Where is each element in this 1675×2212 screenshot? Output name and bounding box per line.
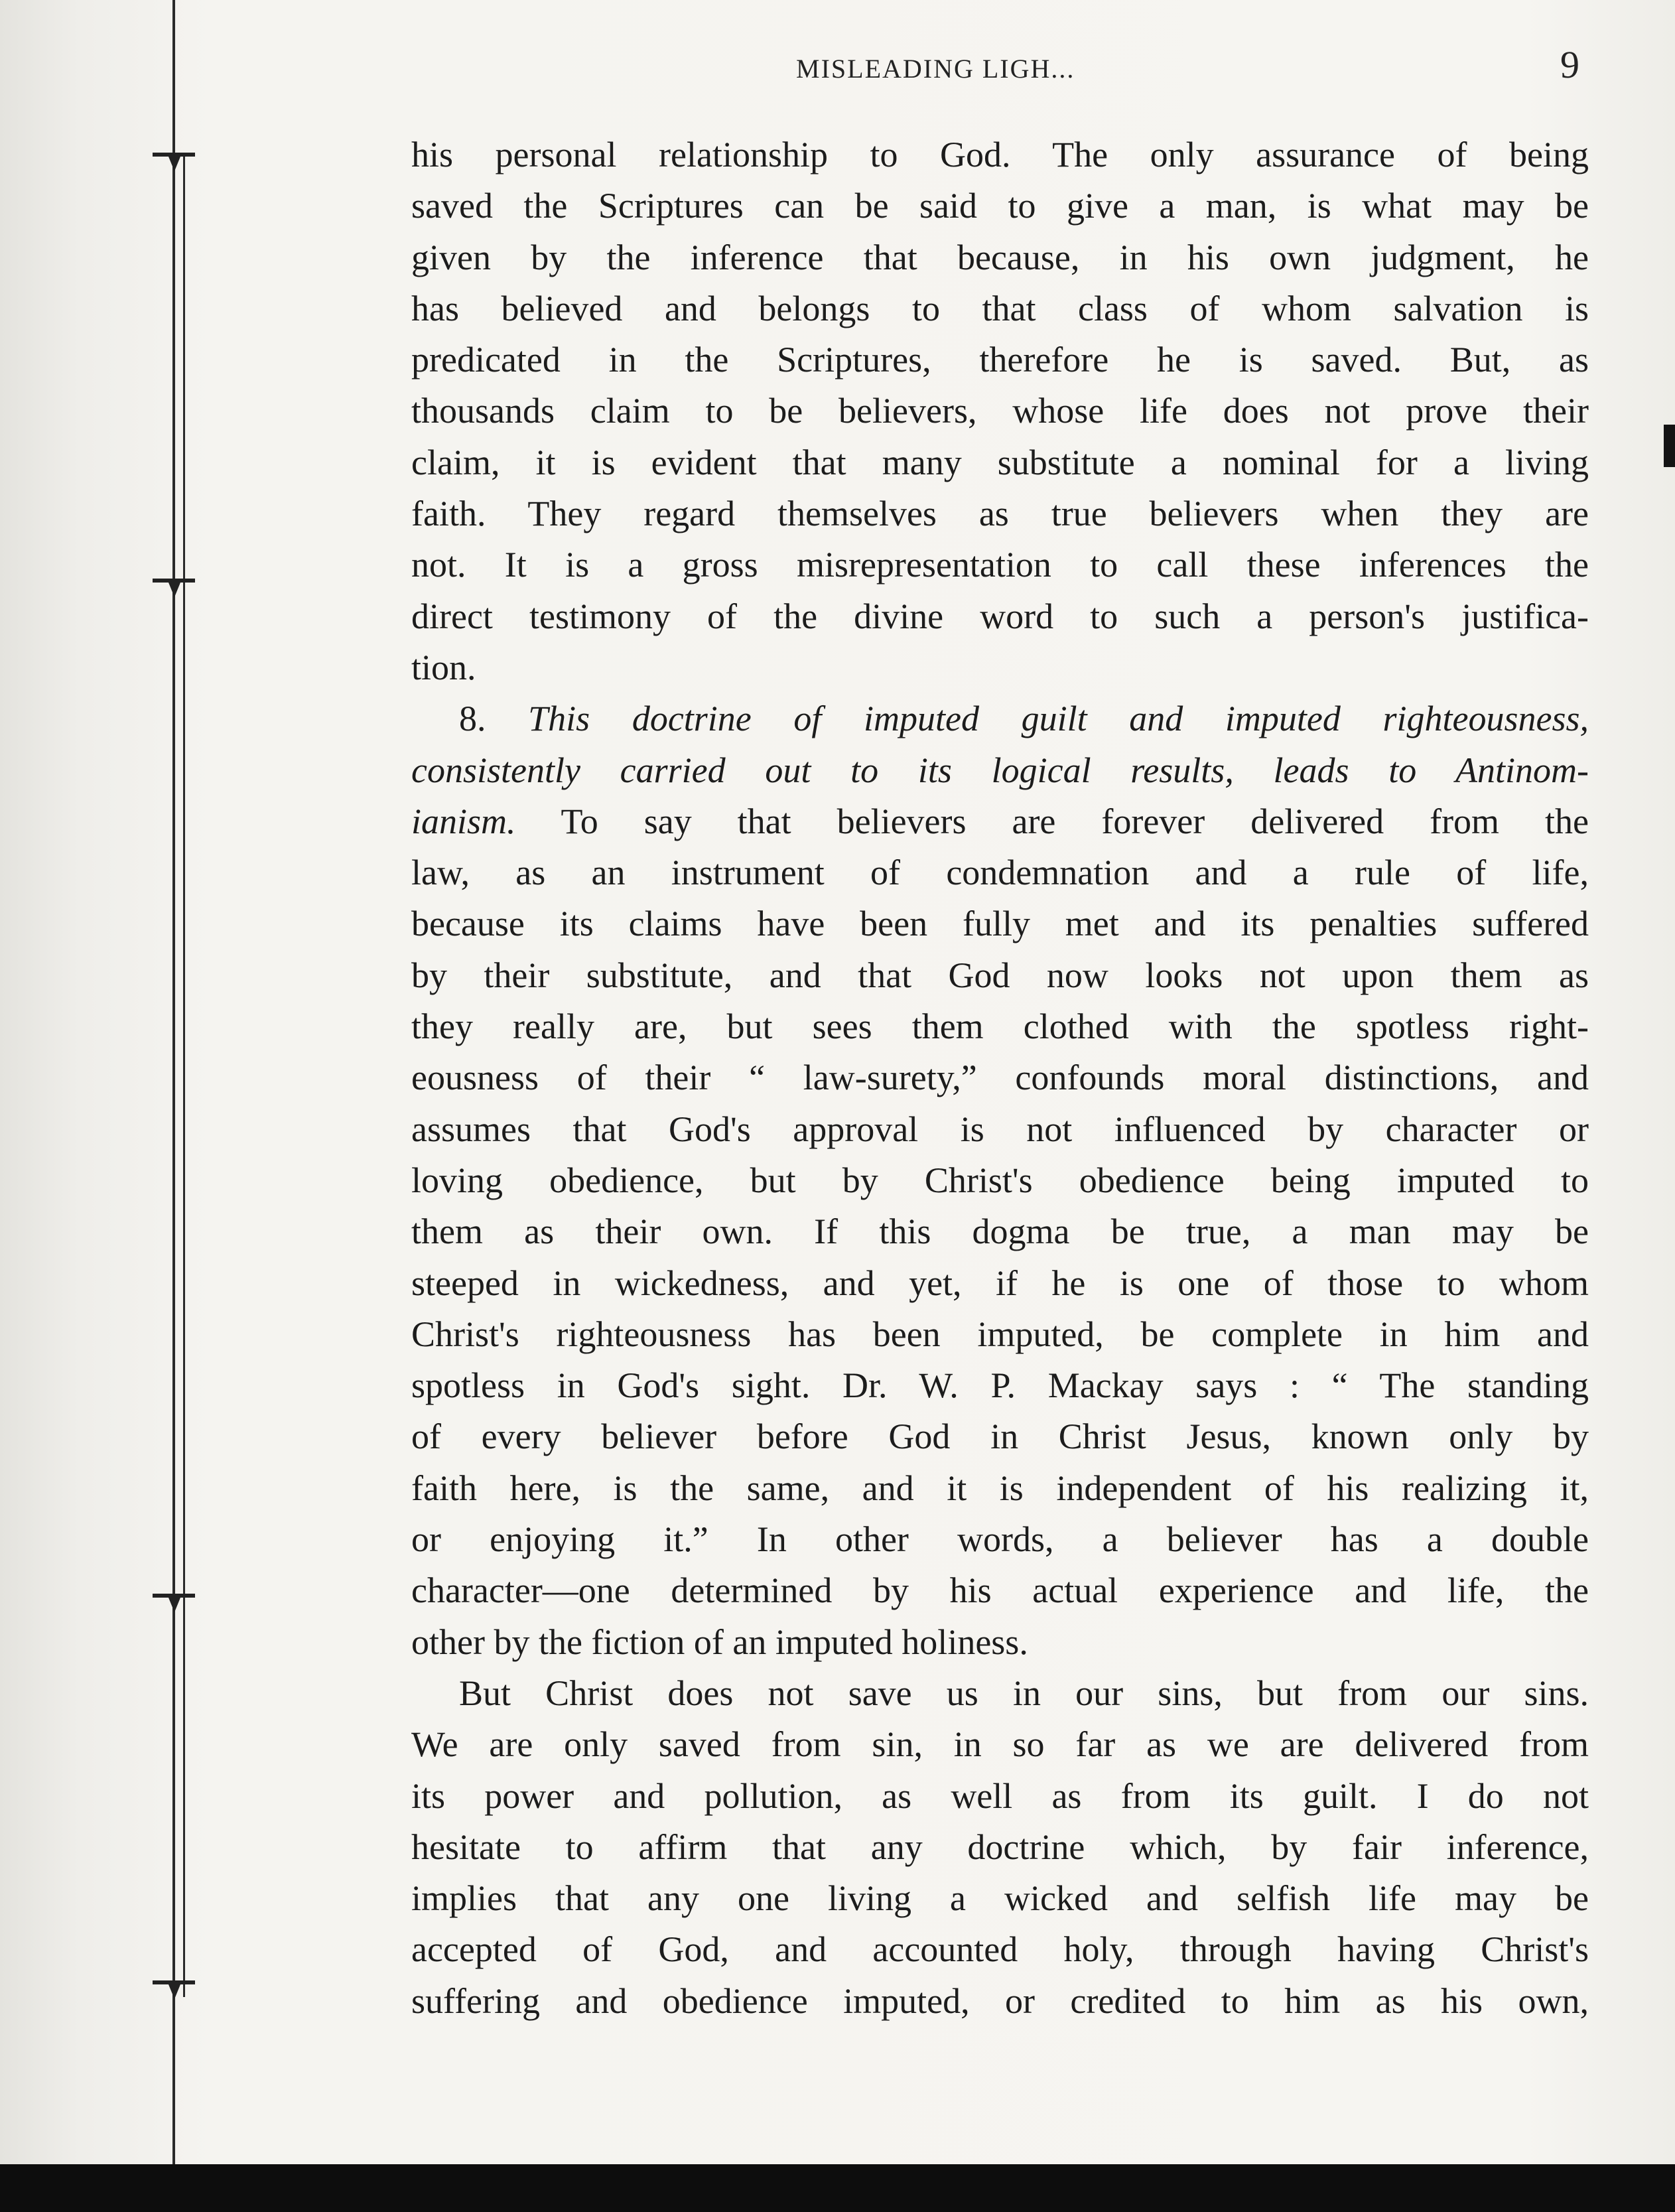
text-line: assumes that God's approval is not influenced by character or <box>411 1109 1589 1149</box>
text-line: hesitate to affirm that any doctrine which, by fair inference, <box>411 1827 1589 1867</box>
text-line: But Christ does not save us in our sins, but from our sins. <box>459 1673 1589 1713</box>
text-line: implies that any one living a wicked and selfish life may be <box>411 1878 1589 1919</box>
text-line: loving obedience, but by Christ's obedience being imputed to <box>411 1160 1589 1200</box>
text-line: spotless in God's sight. Dr. W. P. Mackay says : “ The standing <box>411 1365 1589 1406</box>
text-line: tion. <box>411 647 476 687</box>
text-line: direct testimony of the divine word to such a person's justifica- <box>411 596 1589 636</box>
paragraph-2 <box>411 693 1589 1668</box>
text-line: accepted of God, and accounted holy, through having Christ's <box>411 1929 1589 1970</box>
text-line: thousands claim to be believers, whose life does not prove their <box>411 391 1589 431</box>
binding-stitch-mark <box>153 1594 195 1598</box>
text-line: eousness of their “ law-surety,” confounds moral distinctions, and <box>411 1058 1589 1098</box>
text-line: or enjoying it.” In other words, a believer has a double <box>411 1519 1589 1560</box>
binding-thread <box>172 0 175 2164</box>
text-line <box>411 693 1589 744</box>
text-line: has believed and belongs to that class of whom salvation is <box>411 288 1589 328</box>
text-line: of every believer before God in Christ Jesus, known only by <box>411 1417 1589 1457</box>
page-binding <box>133 0 206 2164</box>
text-line: suffering and obedience imputed, or credited to him as his own, <box>411 1980 1589 2021</box>
text-line: other by the fiction of an imputed holiness. <box>411 1622 1028 1662</box>
running-head: MISLEADING LIGH... <box>796 54 1075 84</box>
text-line: because its claims have been fully met and its penalties suffered <box>411 904 1589 944</box>
binding-stitch-mark <box>153 153 195 157</box>
scan-edge-notch <box>1664 425 1675 467</box>
text-line: them as their own. If this dogma be true, a man may be <box>411 1211 1589 1252</box>
text-line: character—one determined by his actual experience and life, the <box>411 1570 1589 1611</box>
text-line: its power and pollution, as well as from its guilt. I do not <box>411 1775 1589 1816</box>
body-text <box>411 129 1589 2027</box>
paragraph-number: 8. <box>459 699 486 739</box>
binding-stitch-mark <box>153 579 195 583</box>
text-line: predicated in the Scriptures, therefore he is saved. But, as <box>411 340 1589 380</box>
scan-bottom-edge <box>0 2164 1675 2212</box>
page-number: 9 <box>1560 43 1579 86</box>
italic-proposition-line: consistently carried out to its logical results, leads to Antinom- <box>411 750 1589 790</box>
italic-proposition: This doctrine of imputed guilt and imputed righteousness, <box>528 699 1589 739</box>
italic-proposition-end: ianism. <box>411 801 516 841</box>
binding-stitch-mark <box>153 1980 195 1984</box>
text-line: by their substitute, and that God now looks not upon them as <box>411 955 1589 995</box>
text-line: Christ's righteousness has been imputed, be complete in him and <box>411 1314 1589 1354</box>
text-line: claim, it is evident that many substitute a nominal for a living <box>411 442 1589 482</box>
text-line: they really are, but sees them clothed with the spotless right- <box>411 1006 1589 1047</box>
text-line: saved the Scriptures can be said to give a man, is what may be <box>411 186 1589 226</box>
text-span: To say that believers are forever delivered from the <box>515 801 1589 841</box>
text-line: faith here, is the same, and it is independent of his realizing it, <box>411 1468 1589 1508</box>
paragraph-1 <box>411 129 1589 693</box>
text-line: faith. They regard themselves as true believers when they are <box>411 494 1589 534</box>
text-line: his personal relationship to God. The only assurance of being <box>411 135 1589 174</box>
text-line: steeped in wickedness, and yet, if he is one of those to whom <box>411 1263 1589 1303</box>
binding-thread-inner <box>183 153 185 1997</box>
text-line: We are only saved from sin, in so far as we are delivered from <box>411 1724 1589 1765</box>
text-line: not. It is a gross misrepresentation to call these inferences the <box>411 545 1589 585</box>
text-line: law, as an instrument of condemnation and a rule of life, <box>411 853 1589 893</box>
text-line <box>411 796 1589 847</box>
paragraph-3 <box>411 1668 1589 2027</box>
text-line: given by the inference that because, in his own judgment, he <box>411 237 1589 277</box>
